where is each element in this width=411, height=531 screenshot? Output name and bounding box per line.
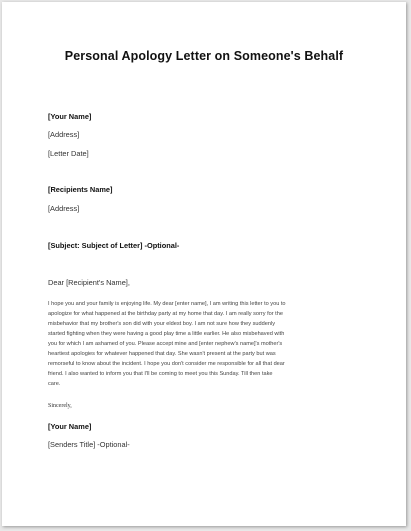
letter-page bbox=[2, 2, 406, 526]
sender-name: [Your Name] bbox=[48, 112, 92, 121]
body-line: care. bbox=[48, 381, 61, 387]
sender-address: [Address] bbox=[48, 130, 80, 139]
page-title: Personal Apology Letter on Someone's Behalf bbox=[64, 49, 344, 63]
body-line: heartiest apologies for whatever happened that day. She wasn't present at the party but was bbox=[48, 351, 276, 357]
closing: Sincerely, bbox=[48, 403, 72, 409]
subject-line: [Subject: Subject of Letter] -Optional- bbox=[48, 241, 180, 250]
signature-title: [Senders Title] -Optional- bbox=[48, 440, 130, 449]
signature-name: [Your Name] bbox=[48, 422, 92, 431]
body-line: friend. I also wanted to inform you that I'll be coming to meet you this Sunday. Till then take bbox=[48, 371, 273, 377]
recipients-name: [Recipients Name] bbox=[48, 185, 113, 194]
body-line: I hope you and your family is enjoying life. My dear [enter name], I am writing this letter to you to bbox=[48, 301, 286, 307]
body-line: misbehavior that my brother's son did with your eldest boy. I am not sure how they suddenly bbox=[48, 321, 276, 327]
letter-date: [Letter Date] bbox=[48, 149, 89, 158]
body-line: remorseful to know about the incident. I hope you don't consider me responsible for all that dear bbox=[48, 361, 285, 367]
recipients-address: [Address] bbox=[48, 204, 80, 213]
body-line: you for which I am ashamed of you. Please accept mine and [enter nephew's name]'s mother's bbox=[48, 341, 283, 347]
letter-body bbox=[48, 299, 372, 389]
salutation: Dear [Recipient's Name], bbox=[48, 278, 130, 287]
body-line: apologize for what happened at the birthday party at my home that day. I am really sorry for the bbox=[48, 311, 283, 317]
body-line: started fighting when they were having a good play time a little earlier. He also misbehaved with bbox=[48, 331, 285, 337]
